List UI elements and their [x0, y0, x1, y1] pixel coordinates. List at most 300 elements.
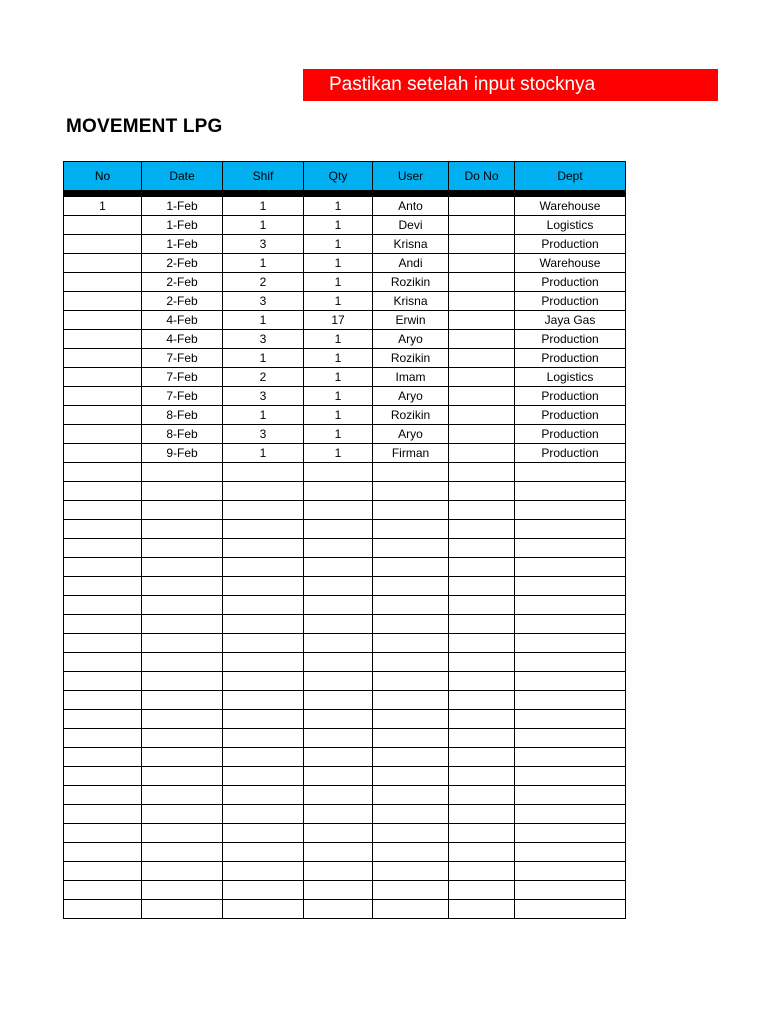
table-row [64, 254, 626, 273]
cell-do-no[interactable] [449, 368, 515, 387]
table-row [64, 330, 626, 349]
empty-cell-shif[interactable] [223, 805, 304, 824]
empty-cell-no[interactable] [64, 824, 142, 843]
empty-cell-dept[interactable] [515, 539, 626, 558]
empty-cell-user[interactable] [373, 862, 449, 881]
empty-cell-shif[interactable] [223, 824, 304, 843]
empty-cell-do-no[interactable] [449, 558, 515, 577]
cell-shif[interactable]: 2 [223, 368, 304, 387]
notice-banner [303, 69, 718, 101]
cell-no[interactable] [64, 425, 142, 444]
cell-date[interactable]: 7-Feb [142, 349, 223, 368]
empty-cell-no[interactable] [64, 767, 142, 786]
empty-cell-shif[interactable] [223, 672, 304, 691]
empty-row [64, 843, 626, 862]
column-header-dept[interactable]: Dept [515, 162, 626, 191]
empty-cell-dept[interactable] [515, 501, 626, 520]
empty-row [64, 748, 626, 767]
empty-cell-qty[interactable] [304, 577, 373, 596]
empty-cell-do-no[interactable] [449, 729, 515, 748]
empty-cell-date[interactable] [142, 805, 223, 824]
empty-cell-date[interactable] [142, 729, 223, 748]
empty-cell-qty[interactable] [304, 501, 373, 520]
empty-row [64, 653, 626, 672]
empty-cell-shif[interactable] [223, 843, 304, 862]
cell-user[interactable]: Erwin [373, 311, 449, 330]
cell-shif[interactable]: 3 [223, 425, 304, 444]
empty-cell-qty[interactable] [304, 748, 373, 767]
empty-cell-qty[interactable] [304, 729, 373, 748]
cell-date[interactable]: 1-Feb [142, 235, 223, 254]
cell-no[interactable] [64, 235, 142, 254]
empty-row [64, 520, 626, 539]
cell-qty[interactable]: 1 [304, 292, 373, 311]
empty-cell-date[interactable] [142, 501, 223, 520]
empty-row [64, 710, 626, 729]
empty-cell-user[interactable] [373, 843, 449, 862]
empty-cell-dept[interactable] [515, 729, 626, 748]
empty-cell-date[interactable] [142, 653, 223, 672]
empty-cell-no[interactable] [64, 900, 142, 919]
empty-cell-qty[interactable] [304, 691, 373, 710]
empty-cell-date[interactable] [142, 710, 223, 729]
empty-row [64, 862, 626, 881]
cell-shif[interactable]: 1 [223, 216, 304, 235]
cell-dept[interactable]: Production [515, 444, 626, 463]
empty-cell-no[interactable] [64, 501, 142, 520]
empty-cell-dept[interactable] [515, 767, 626, 786]
empty-cell-qty[interactable] [304, 520, 373, 539]
empty-cell-user[interactable] [373, 520, 449, 539]
cell-qty[interactable]: 1 [304, 387, 373, 406]
empty-cell-qty[interactable] [304, 710, 373, 729]
cell-qty[interactable]: 1 [304, 406, 373, 425]
empty-cell-dept[interactable] [515, 653, 626, 672]
cell-user[interactable]: Aryo [373, 330, 449, 349]
empty-cell-qty[interactable] [304, 767, 373, 786]
empty-cell-do-no[interactable] [449, 672, 515, 691]
empty-cell-no[interactable] [64, 558, 142, 577]
cell-dept[interactable]: Production [515, 292, 626, 311]
column-header-qty[interactable]: Qty [304, 162, 373, 191]
cell-date[interactable]: 7-Feb [142, 368, 223, 387]
empty-cell-qty[interactable] [304, 596, 373, 615]
cell-no[interactable] [64, 273, 142, 292]
empty-cell-user[interactable] [373, 881, 449, 900]
empty-cell-date[interactable] [142, 767, 223, 786]
empty-cell-no[interactable] [64, 881, 142, 900]
table-row [64, 368, 626, 387]
empty-row [64, 729, 626, 748]
cell-qty[interactable]: 1 [304, 235, 373, 254]
empty-cell-do-no[interactable] [449, 748, 515, 767]
empty-cell-shif[interactable] [223, 539, 304, 558]
empty-cell-do-no[interactable] [449, 520, 515, 539]
empty-cell-user[interactable] [373, 691, 449, 710]
cell-qty[interactable]: 17 [304, 311, 373, 330]
empty-cell-no[interactable] [64, 710, 142, 729]
empty-cell-date[interactable] [142, 786, 223, 805]
cell-qty[interactable]: 1 [304, 216, 373, 235]
empty-cell-do-no[interactable] [449, 463, 515, 482]
cell-dept[interactable]: Production [515, 330, 626, 349]
cell-date[interactable]: 4-Feb [142, 311, 223, 330]
empty-cell-dept[interactable] [515, 862, 626, 881]
empty-cell-date[interactable] [142, 824, 223, 843]
empty-cell-date[interactable] [142, 615, 223, 634]
empty-cell-shif[interactable] [223, 881, 304, 900]
empty-cell-dept[interactable] [515, 672, 626, 691]
cell-dept[interactable]: Logistics [515, 216, 626, 235]
cell-shif[interactable]: 3 [223, 235, 304, 254]
empty-cell-dept[interactable] [515, 748, 626, 767]
empty-cell-no[interactable] [64, 463, 142, 482]
empty-cell-date[interactable] [142, 634, 223, 653]
cell-no[interactable] [64, 349, 142, 368]
cell-shif[interactable]: 3 [223, 330, 304, 349]
column-header-date[interactable]: Date [142, 162, 223, 191]
empty-cell-user[interactable] [373, 463, 449, 482]
cell-dept[interactable]: Warehouse [515, 197, 626, 216]
cell-no[interactable] [64, 311, 142, 330]
cell-dept[interactable]: Production [515, 235, 626, 254]
empty-cell-no[interactable] [64, 786, 142, 805]
empty-cell-user[interactable] [373, 596, 449, 615]
empty-cell-dept[interactable] [515, 900, 626, 919]
empty-cell-qty[interactable] [304, 824, 373, 843]
empty-cell-no[interactable] [64, 539, 142, 558]
cell-qty[interactable]: 1 [304, 444, 373, 463]
cell-do-no[interactable] [449, 425, 515, 444]
cell-qty[interactable]: 1 [304, 197, 373, 216]
empty-cell-date[interactable] [142, 843, 223, 862]
empty-cell-dept[interactable] [515, 615, 626, 634]
cell-user[interactable]: Aryo [373, 387, 449, 406]
empty-cell-qty[interactable] [304, 862, 373, 881]
cell-shif[interactable]: 1 [223, 406, 304, 425]
empty-cell-shif[interactable] [223, 786, 304, 805]
cell-date[interactable]: 1-Feb [142, 216, 223, 235]
empty-cell-do-no[interactable] [449, 482, 515, 501]
empty-cell-do-no[interactable] [449, 843, 515, 862]
cell-user[interactable]: Imam [373, 368, 449, 387]
table-row [64, 311, 626, 330]
table-row [64, 292, 626, 311]
empty-cell-do-no[interactable] [449, 767, 515, 786]
cell-dept[interactable]: Warehouse [515, 254, 626, 273]
cell-qty[interactable]: 1 [304, 330, 373, 349]
empty-cell-do-no[interactable] [449, 634, 515, 653]
empty-cell-date[interactable] [142, 748, 223, 767]
cell-user[interactable]: Anto [373, 197, 449, 216]
table-row [64, 444, 626, 463]
cell-shif[interactable]: 3 [223, 387, 304, 406]
empty-cell-qty[interactable] [304, 463, 373, 482]
empty-cell-shif[interactable] [223, 615, 304, 634]
empty-cell-do-no[interactable] [449, 615, 515, 634]
empty-cell-qty[interactable] [304, 786, 373, 805]
cell-shif[interactable]: 1 [223, 197, 304, 216]
empty-cell-shif[interactable] [223, 900, 304, 919]
cell-do-no[interactable] [449, 311, 515, 330]
empty-cell-qty[interactable] [304, 900, 373, 919]
empty-row [64, 672, 626, 691]
empty-cell-do-no[interactable] [449, 900, 515, 919]
empty-cell-shif[interactable] [223, 482, 304, 501]
cell-shif[interactable]: 1 [223, 254, 304, 273]
empty-cell-dept[interactable] [515, 691, 626, 710]
empty-cell-do-no[interactable] [449, 805, 515, 824]
empty-cell-user[interactable] [373, 672, 449, 691]
empty-cell-user[interactable] [373, 482, 449, 501]
cell-user[interactable]: Krisna [373, 292, 449, 311]
empty-cell-no[interactable] [64, 482, 142, 501]
cell-user[interactable]: Devi [373, 216, 449, 235]
empty-cell-date[interactable] [142, 577, 223, 596]
empty-cell-do-no[interactable] [449, 691, 515, 710]
cell-user[interactable]: Firman [373, 444, 449, 463]
empty-cell-dept[interactable] [515, 805, 626, 824]
empty-cell-no[interactable] [64, 596, 142, 615]
cell-no[interactable] [64, 444, 142, 463]
table-row [64, 273, 626, 292]
empty-cell-date[interactable] [142, 463, 223, 482]
cell-date[interactable]: 2-Feb [142, 273, 223, 292]
empty-cell-do-no[interactable] [449, 596, 515, 615]
empty-cell-dept[interactable] [515, 843, 626, 862]
empty-cell-shif[interactable] [223, 729, 304, 748]
empty-cell-dept[interactable] [515, 824, 626, 843]
empty-cell-shif[interactable] [223, 862, 304, 881]
cell-date[interactable]: 2-Feb [142, 292, 223, 311]
cell-user[interactable]: Rozikin [373, 273, 449, 292]
empty-row [64, 596, 626, 615]
empty-cell-dept[interactable] [515, 786, 626, 805]
empty-cell-do-no[interactable] [449, 501, 515, 520]
empty-cell-dept[interactable] [515, 710, 626, 729]
cell-user[interactable]: Aryo [373, 425, 449, 444]
empty-cell-no[interactable] [64, 691, 142, 710]
empty-cell-qty[interactable] [304, 843, 373, 862]
cell-do-no[interactable] [449, 387, 515, 406]
empty-cell-user[interactable] [373, 653, 449, 672]
empty-cell-user[interactable] [373, 748, 449, 767]
empty-cell-no[interactable] [64, 577, 142, 596]
empty-cell-shif[interactable] [223, 501, 304, 520]
empty-row [64, 558, 626, 577]
cell-user[interactable]: Rozikin [373, 349, 449, 368]
empty-cell-user[interactable] [373, 729, 449, 748]
cell-dept[interactable]: Production [515, 406, 626, 425]
column-header-no[interactable]: No [64, 162, 142, 191]
empty-cell-no[interactable] [64, 672, 142, 691]
empty-cell-user[interactable] [373, 900, 449, 919]
empty-cell-user[interactable] [373, 710, 449, 729]
cell-date[interactable]: 4-Feb [142, 330, 223, 349]
table-row [64, 387, 626, 406]
cell-do-no[interactable] [449, 406, 515, 425]
empty-cell-no[interactable] [64, 520, 142, 539]
empty-cell-date[interactable] [142, 672, 223, 691]
empty-row [64, 824, 626, 843]
empty-cell-do-no[interactable] [449, 539, 515, 558]
empty-cell-date[interactable] [142, 520, 223, 539]
cell-dept[interactable]: Jaya Gas [515, 311, 626, 330]
empty-cell-no[interactable] [64, 634, 142, 653]
empty-cell-date[interactable] [142, 539, 223, 558]
empty-cell-no[interactable] [64, 615, 142, 634]
empty-cell-user[interactable] [373, 615, 449, 634]
empty-cell-qty[interactable] [304, 634, 373, 653]
empty-cell-do-no[interactable] [449, 862, 515, 881]
cell-dept[interactable]: Production [515, 425, 626, 444]
empty-cell-shif[interactable] [223, 710, 304, 729]
empty-cell-no[interactable] [64, 805, 142, 824]
table-row [64, 425, 626, 444]
cell-shif[interactable]: 1 [223, 349, 304, 368]
empty-cell-qty[interactable] [304, 805, 373, 824]
header-row [64, 162, 626, 191]
cell-dept[interactable]: Production [515, 387, 626, 406]
empty-cell-qty[interactable] [304, 539, 373, 558]
empty-cell-dept[interactable] [515, 520, 626, 539]
cell-do-no[interactable] [449, 235, 515, 254]
table-body [64, 191, 626, 919]
cell-no[interactable] [64, 368, 142, 387]
cell-user[interactable]: Rozikin [373, 406, 449, 425]
movement-table [63, 161, 626, 919]
cell-date[interactable]: 7-Feb [142, 387, 223, 406]
cell-dept[interactable]: Logistics [515, 368, 626, 387]
empty-cell-no[interactable] [64, 748, 142, 767]
empty-cell-qty[interactable] [304, 881, 373, 900]
empty-cell-dept[interactable] [515, 596, 626, 615]
empty-cell-do-no[interactable] [449, 881, 515, 900]
column-header-do-no[interactable]: Do No [449, 162, 515, 191]
cell-qty[interactable]: 1 [304, 425, 373, 444]
empty-cell-qty[interactable] [304, 558, 373, 577]
cell-no[interactable] [64, 406, 142, 425]
empty-cell-shif[interactable] [223, 520, 304, 539]
cell-shif[interactable]: 1 [223, 311, 304, 330]
empty-cell-dept[interactable] [515, 482, 626, 501]
cell-date[interactable]: 8-Feb [142, 406, 223, 425]
empty-cell-qty[interactable] [304, 653, 373, 672]
empty-cell-dept[interactable] [515, 463, 626, 482]
empty-cell-shif[interactable] [223, 634, 304, 653]
empty-cell-do-no[interactable] [449, 653, 515, 672]
empty-cell-date[interactable] [142, 691, 223, 710]
cell-shif[interactable]: 3 [223, 292, 304, 311]
cell-do-no[interactable] [449, 444, 515, 463]
empty-cell-date[interactable] [142, 558, 223, 577]
cell-user[interactable]: Krisna [373, 235, 449, 254]
empty-cell-no[interactable] [64, 729, 142, 748]
column-header-user[interactable]: User [373, 162, 449, 191]
cell-do-no[interactable] [449, 216, 515, 235]
cell-qty[interactable]: 1 [304, 254, 373, 273]
cell-qty[interactable]: 1 [304, 273, 373, 292]
empty-cell-user[interactable] [373, 824, 449, 843]
cell-date[interactable]: 9-Feb [142, 444, 223, 463]
empty-cell-qty[interactable] [304, 615, 373, 634]
empty-cell-user[interactable] [373, 577, 449, 596]
empty-cell-qty[interactable] [304, 672, 373, 691]
empty-row [64, 577, 626, 596]
empty-row [64, 482, 626, 501]
page-title: MOVEMENT LPG [66, 116, 223, 137]
empty-cell-dept[interactable] [515, 558, 626, 577]
cell-date[interactable]: 2-Feb [142, 254, 223, 273]
empty-cell-shif[interactable] [223, 577, 304, 596]
empty-cell-user[interactable] [373, 767, 449, 786]
empty-cell-do-no[interactable] [449, 824, 515, 843]
cell-dept[interactable]: Production [515, 349, 626, 368]
cell-shif[interactable]: 2 [223, 273, 304, 292]
cell-no[interactable] [64, 292, 142, 311]
cell-qty[interactable]: 1 [304, 349, 373, 368]
empty-cell-dept[interactable] [515, 634, 626, 653]
empty-cell-no[interactable] [64, 653, 142, 672]
empty-cell-shif[interactable] [223, 767, 304, 786]
empty-cell-date[interactable] [142, 881, 223, 900]
empty-cell-user[interactable] [373, 501, 449, 520]
cell-date[interactable]: 1-Feb [142, 197, 223, 216]
cell-do-no[interactable] [449, 292, 515, 311]
empty-cell-do-no[interactable] [449, 786, 515, 805]
empty-cell-date[interactable] [142, 862, 223, 881]
empty-cell-do-no[interactable] [449, 577, 515, 596]
cell-no[interactable] [64, 254, 142, 273]
empty-cell-user[interactable] [373, 558, 449, 577]
empty-cell-shif[interactable] [223, 558, 304, 577]
cell-date[interactable]: 8-Feb [142, 425, 223, 444]
cell-do-no[interactable] [449, 197, 515, 216]
empty-cell-date[interactable] [142, 482, 223, 501]
column-header-shif[interactable]: Shif [223, 162, 304, 191]
empty-cell-dept[interactable] [515, 881, 626, 900]
cell-do-no[interactable] [449, 273, 515, 292]
empty-cell-shif[interactable] [223, 653, 304, 672]
empty-cell-user[interactable] [373, 786, 449, 805]
cell-shif[interactable]: 1 [223, 444, 304, 463]
empty-cell-no[interactable] [64, 862, 142, 881]
empty-cell-user[interactable] [373, 634, 449, 653]
empty-cell-date[interactable] [142, 900, 223, 919]
cell-no[interactable] [64, 216, 142, 235]
empty-cell-qty[interactable] [304, 482, 373, 501]
empty-cell-dept[interactable] [515, 577, 626, 596]
cell-do-no[interactable] [449, 349, 515, 368]
empty-cell-do-no[interactable] [449, 710, 515, 729]
empty-cell-user[interactable] [373, 805, 449, 824]
cell-dept[interactable]: Production [515, 273, 626, 292]
cell-no[interactable] [64, 330, 142, 349]
cell-no[interactable] [64, 387, 142, 406]
cell-user[interactable]: Andi [373, 254, 449, 273]
empty-cell-user[interactable] [373, 539, 449, 558]
empty-cell-no[interactable] [64, 843, 142, 862]
empty-cell-date[interactable] [142, 596, 223, 615]
empty-cell-shif[interactable] [223, 748, 304, 767]
cell-qty[interactable]: 1 [304, 368, 373, 387]
empty-cell-shif[interactable] [223, 691, 304, 710]
empty-cell-shif[interactable] [223, 463, 304, 482]
cell-do-no[interactable] [449, 330, 515, 349]
cell-no[interactable]: 1 [64, 197, 142, 216]
cell-do-no[interactable] [449, 254, 515, 273]
empty-cell-shif[interactable] [223, 596, 304, 615]
